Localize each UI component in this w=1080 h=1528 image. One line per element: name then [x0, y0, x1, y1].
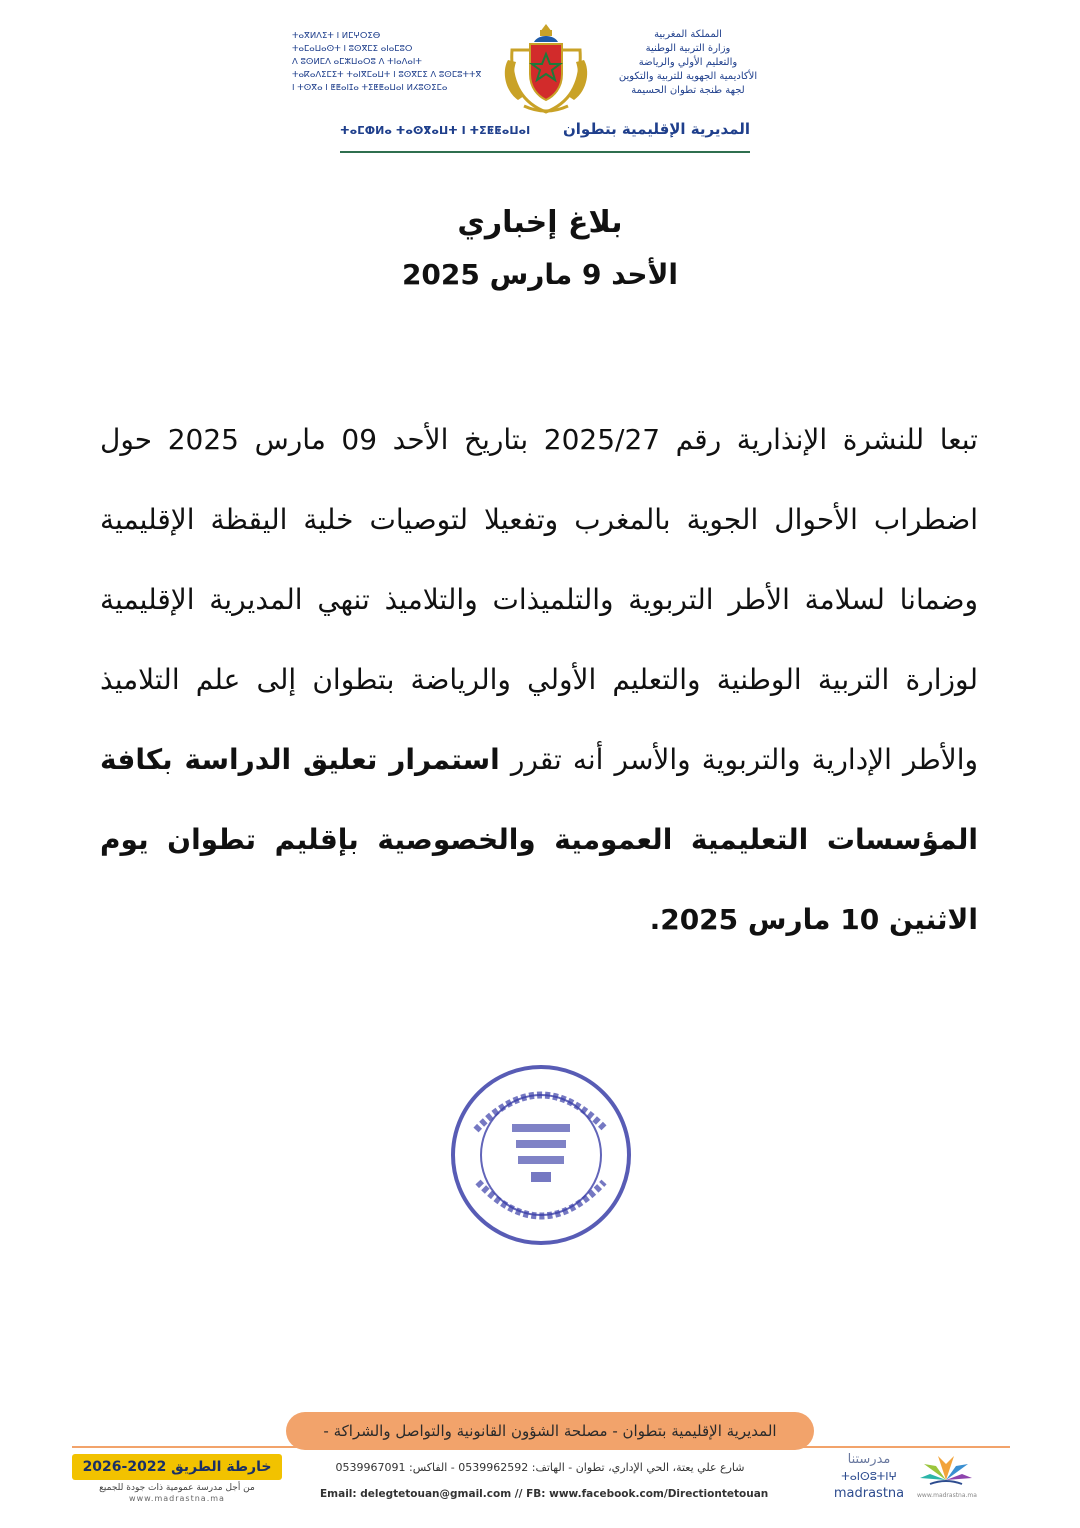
- madrastna-logo-latin: madrastna: [833, 1486, 905, 1501]
- letterhead-tifinagh: [292, 30, 492, 95]
- footer-banner: [286, 1412, 814, 1450]
- letterhead: [0, 0, 1080, 170]
- document-date: الأحد 9 مارس 2025: [401, 258, 679, 291]
- madrastna-flower-icon: [916, 1450, 976, 1490]
- tifinagh-line: ⵜⴰⵎⴰⵡⴰⵙⵜ ⵏ ⵓⵙⴳⵎⵉ ⴰⵏⴰⵎⵓⵔ: [292, 44, 413, 54]
- footer-contact: [320, 1454, 769, 1508]
- body-text-normal: تبعا للنشرة الإنذارية رقم 2025/27 بتاريخ الأحد 09 مارس 2025 حول اضطراب الأحوال الجوية بالمغرب وتفعيلا لتوصيات خلية اليقظة الإقليمية وضمانا لسلامة الأطر التربوية والتلميذات والتلاميذ تنهي المديرية الإقليمية لوزارة التربية الوطنية والتعليم الأولي والرياضة بتطوان إلى علم التلاميذ والأطر الإدارية والتربوية والأسر أنه تقرر: [100, 423, 978, 776]
- madrastna-url: www.madrastna.ma: [917, 1492, 977, 1499]
- document-title: بلاغ إخباري: [457, 205, 623, 240]
- arabic-line: وزارة التربية الوطنية: [645, 43, 731, 54]
- header-divider: [340, 151, 750, 153]
- tifinagh-line: ⴷ ⵓⵙⵍⵎⴷ ⴰⵎⵣⵡⴰⵔⵓ ⴷ ⵜⵏⴰⴷⴰⵏⵜ: [292, 57, 422, 67]
- directorate-arabic: المديرية الإقليمية بتطوان: [562, 120, 750, 138]
- roadmap-subtitle: من أجل مدرسة عمومية ذات جودة للجميع: [99, 1483, 255, 1493]
- arabic-line: لجهة طنجة تطوان الحسيمة: [631, 85, 745, 96]
- roadmap-badge: [72, 1454, 282, 1480]
- arabic-line: والتعليم الأولي والرياضة: [638, 57, 738, 68]
- arabic-line: المملكة المغربية: [654, 29, 722, 40]
- roadmap-title: خارطة الطريق 2022-2026: [82, 1459, 272, 1475]
- directorate-line: [340, 120, 750, 144]
- footer-divider: [72, 1446, 1010, 1448]
- footer-email-facebook: Email: delegtetouan@gmail.com // FB: www.facebook.com/Directiontetouan: [320, 1488, 769, 1500]
- arabic-line: الأكاديمية الجهوية للتربية والتكوين: [618, 71, 758, 82]
- tifinagh-line: ⵜⴰⴳⵍⴷⵉⵜ ⵏ ⵍⵎⵖⵔⵉⴱ: [292, 31, 381, 41]
- tifinagh-line: ⵜⴰⴽⴰⴷⵉⵎⵉⵜ ⵜⴰⵏⴳⵎⴰⵡⵜ ⵏ ⵓⵙⴳⵎⵉ ⴷ ⵓⵙⵎⵓⵜⵜⴳ: [292, 70, 482, 80]
- official-stamp-icon: [446, 1060, 636, 1250]
- body-text-bold: استمرار تعليق الدراسة بكافة المؤسسات التعليمية العمومية والخصوصية بإقليم تطوان يوم الاثنين 10 مارس 2025.: [100, 743, 978, 936]
- directorate-tifinagh: ⵜⴰⵎⵀⵍⴰ ⵜⴰⵙⴳⴰⵡⵜ ⵏ ⵜⵉⵟⵟⴰⵡⴰⵏ: [340, 124, 531, 137]
- coat-of-arms-icon: [500, 20, 592, 118]
- roadmap-url: www.madrastna.ma: [129, 1494, 225, 1503]
- footer-banner-text: المديرية الإقليمية بتطوان - مصلحة الشؤون القانونية والتواصل والشراكة -: [323, 1422, 777, 1440]
- tifinagh-line: ⵏ ⵜⵙⴳⴰ ⵏ ⵟⵟⴰⵏⵊⴰ ⵜⵉⵟⵟⴰⵡⴰⵏ ⵍⵃⵓⵙⵉⵎⴰ: [292, 83, 448, 93]
- madrastna-logo-tifinagh: ⵜⴰⵏⵙⵓⵜⵏⵖ: [841, 1470, 897, 1483]
- footer-address: شارع علي يعتة، الحي الإداري، تطوان - الهاتف: 0539962592 - الفاكس: 0539967091: [335, 1461, 745, 1474]
- body-paragraph: [100, 400, 978, 960]
- madrastna-logo-arabic: مدرستنا: [847, 1452, 891, 1467]
- letterhead-arabic: [588, 28, 788, 98]
